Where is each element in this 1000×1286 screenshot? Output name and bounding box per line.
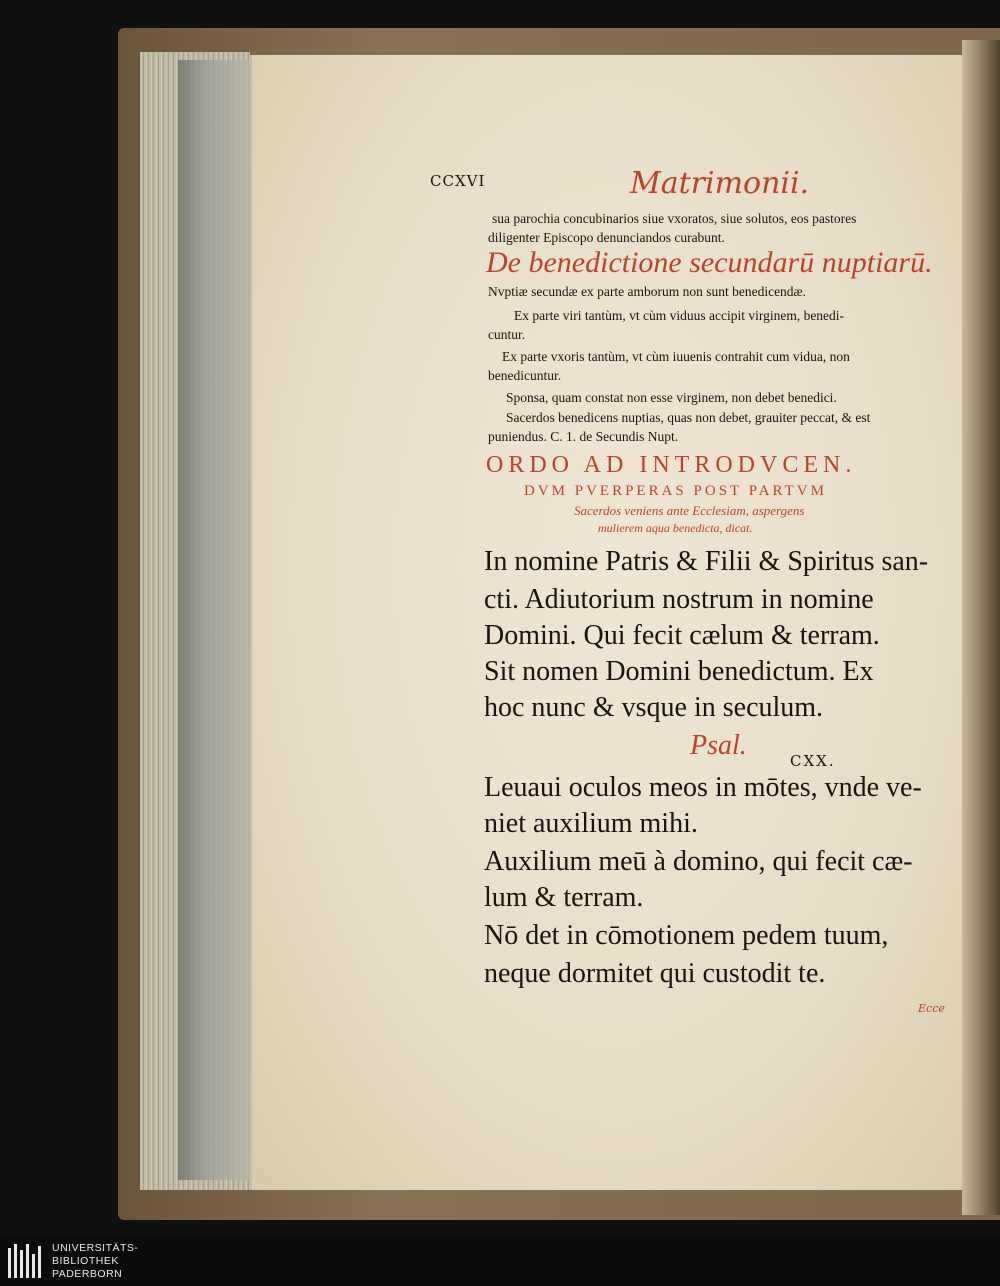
ordo-rubric: Sacerdos veniens ante Ecclesiam, aspergens [574,503,805,518]
rule-line: Sponsa, quam constat non esse virginem, non debet benedici. [506,390,837,405]
prayer-line: cti. Adiutorium nostrum in nomine [484,584,874,615]
institution-line: UNIVERSITÄTS- [52,1242,139,1254]
text-line: sua parochia concubinarios siue vxoratos, siue solutos, eos pastores [492,211,857,226]
psalm-line: niet auxilium mihi. [484,808,698,839]
psalm-label: Psal. [690,730,747,761]
institution-line: PADERBORN [52,1268,123,1280]
psalm-line: Leuaui oculos meos in mōtes, vnde ve- [484,772,922,803]
text-line: diligenter Episcopo denunciandos curabunt. [488,230,725,245]
prayer-line: Sit nomen Domini benedictum. Ex [484,656,874,687]
library-logo-icon [6,1242,46,1280]
psalm-number: CXX. [790,752,836,770]
page-edges-shadow [178,60,250,1180]
psalm-line: Auxilium meū à domino, qui fecit cæ- [484,846,913,877]
rule-line: Sacerdos benedicens nuptias, quas non debet, grauiter peccat, & est [506,410,871,425]
rule-line: Ex parte vxoris tantùm, vt cùm iuuenis contrahit cum vidua, non [502,349,850,364]
section-heading: De benedictione secundarū nuptiarū. [486,246,933,279]
psalm-line: lum & terram. [484,882,644,913]
rule-line: puniendus. C. 1. de Secundis Nupt. [488,429,679,444]
ordo-rubric: mulierem aqua benedicta, dicat. [598,521,753,535]
rule-line: Ex parte viri tantùm, vt cùm viduus accipit virginem, benedi- [514,308,845,323]
rule-line: cuntur. [488,327,526,342]
rule-line: benedicuntur. [488,368,562,383]
psalm-line: Nō det in cōmotionem pedem tuum, [484,920,889,951]
prayer-line: hoc nunc & vsque in seculum. [484,692,824,723]
rule-line: Nvptiæ secundæ ex parte amborum non sunt benedicendæ. [488,284,806,299]
prayer-line: In nomine Patris & Filii & Spiritus san- [484,546,929,577]
folio-number: CCXVI [430,172,486,190]
running-head: Matrimonii. [630,166,810,201]
ordo-subtitle: DVM PVERPERAS POST PARTVM [524,483,827,499]
book-gutter [962,40,1000,1215]
institution-line: BIBLIOTHEK [52,1255,119,1267]
psalm-line: neque dormitet qui custodit te. [484,958,826,989]
library-footer [0,1237,1000,1286]
prayer-line: Domini. Qui fecit cælum & terram. [484,620,880,651]
ordo-title: ORDO AD INTRODVCEN. [486,452,857,478]
catchword: Ecce [918,1002,945,1015]
